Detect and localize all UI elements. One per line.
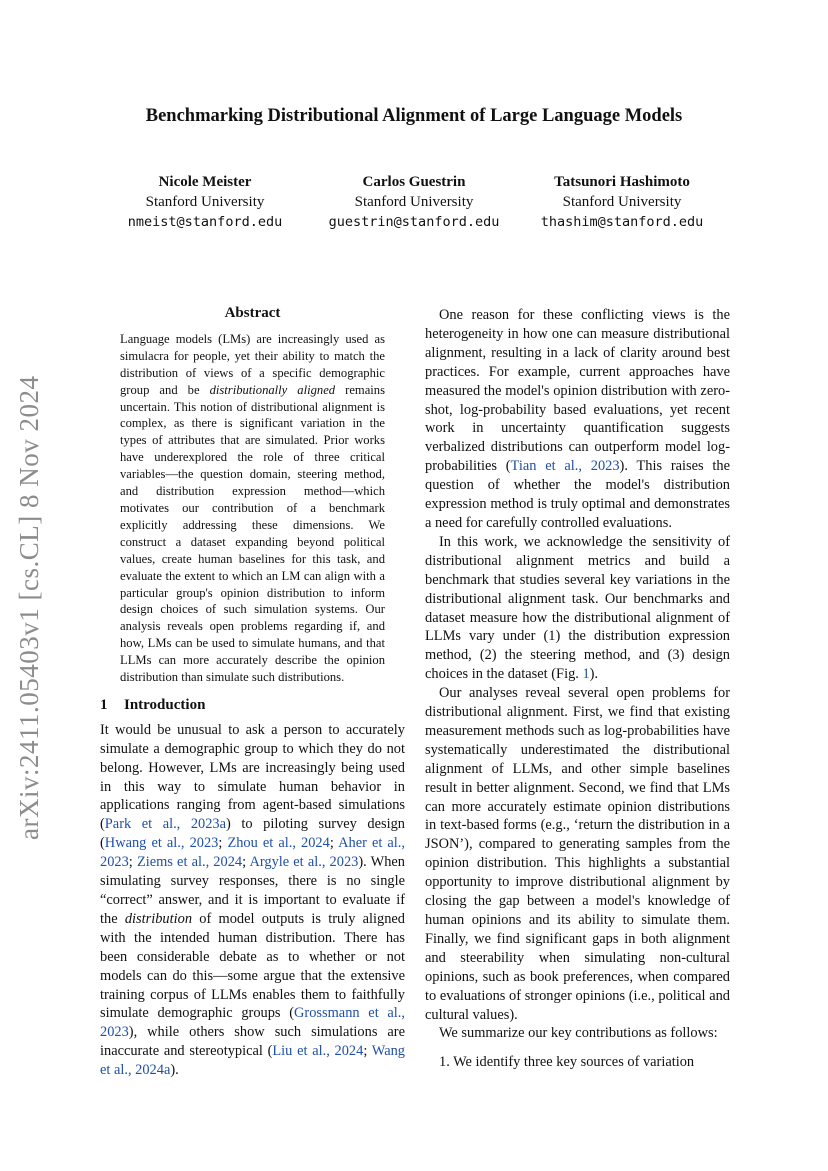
intro-paragraph-1: It would be unusual to ask a person to accurately simulate a demographic group to which they do not belong. However, LMs are increasingly being used in this way to simulate human behavior in applications ranging from agent-based simulations (Park et al., 2023a) to piloting survey design (Hwang et al., 2023; Zhou et al., 2024; Aher et al., 2023; Ziems et al., 2024; Argyle et al., 2023). When simulating survey responses, there is no single “correct” answer, and it is important to evaluate if the distribution of model outputs is truly aligned with the intended human distribution. There has been considerable debate as to whether or not models can do this—some argue that the extensive training corpus of LLMs enables them to faithfully simulate demographic groups (Grossmann et al., 2023), while others show such simulations are inaccurate and stereotypical (Liu et al., 2024; Wang et al., 2024a). — [100, 721, 406, 1079]
right-column — [425, 306, 730, 1072]
abstract-body: Language models (LMs) are increasingly used as simulacra for people, yet their ability to match the distribution of views of a specific demographic group and be distributionally aligned remains uncertain. This notion of distributional alignment is complex, as there is significant variation in the types of attributes that are simulated. Prior works have underexplored the role of three critical variables—the question domain, steering method, and distribution expression method—which motivates our contribution of a benchmark explicitly addressing these dimensions. We construct a dataset expanding beyond political values, create human baselines for this task, and evaluate the extent to which an LM can align with a particular group's opinion distribution to inform design choices of such simulation systems. Our analysis reveals open problems regarding if, and how, LMs can be used to simulate humans, and that LLMs can more accurately describe the opinion distribution than simulate such distributions. — [120, 331, 386, 685]
author-name: Nicole Meister — [158, 174, 252, 190]
figure-reference-link[interactable]: 1 — [582, 666, 590, 683]
abstract-heading: Abstract — [224, 305, 281, 321]
arxiv-identifier-stamp — [14, 370, 50, 840]
author-email: thashim@stanford.edu — [540, 214, 704, 230]
author-2 — [299, 172, 529, 232]
author-block — [0, 172, 828, 242]
contribution-list-item-1: 1. We identify three key sources of variation — [439, 1054, 695, 1071]
citation-link[interactable]: Zhou et al., 2024 — [227, 835, 330, 852]
author-affiliation: Stanford University — [562, 194, 682, 210]
citation-link[interactable]: Liu et al., 2024 — [272, 1043, 364, 1060]
author-email: guestrin@stanford.edu — [328, 214, 500, 230]
citation-link[interactable]: Wang et al., 2024a — [100, 1043, 405, 1079]
author-affiliation: Stanford University — [145, 194, 265, 210]
arxiv-identifier-text: arXiv:2411.05403v1 [cs.CL] 8 Nov 2024 — [14, 375, 44, 840]
right-paragraph-1: One reason for these conflicting views is the heterogeneity in how one can measure distributional alignment, resulting in a lack of clarity around best practices. For example, current approaches have measured the model's opinion distribution with zero-shot, log-probability based evaluations, yet recent work in uncertainty quantification suggests verbalized distributions can outperform model log-probabilities (Tian et al., 2023). This raises the question of whether the model's distribution expression method is truly optimal and demonstrates a need for carefully controlled evaluations. — [425, 307, 730, 531]
author-name: Tatsunori Hashimoto — [554, 174, 690, 190]
right-paragraph-2: In this work, we acknowledge the sensitivity of distributional alignment metrics and build a benchmark that studies several key variations in the distributional alignment task. Our benchmarks and dataset measure how the distributional alignment of LLMs vary under (1) the distribution expression method, (2) the steering method, and (3) design choices in the dataset (Fig. 1). — [425, 533, 730, 683]
author-email: nmeist@stanford.edu — [127, 214, 283, 230]
right-paragraph-4: We summarize our key contributions as follows: — [439, 1025, 718, 1042]
author-name: Carlos Guestrin — [362, 174, 466, 190]
citation-link[interactable]: Park et al., 2023a — [104, 816, 227, 833]
right-paragraph-3: Our analyses reveal several open problems for distributional alignment. First, we find that existing measurement methods such as log-probabilities have systematically underestimated the distributional alignment of LLMs, and other simple baselines result in better alignment. Second, we find that LMs can more accurately estimate opinion distributions in text-based forms (e.g., ‘return the distribution in a JSON’), compared to generating samples from the opinion distribution. This highlights a substantial opportunity to improve distributional alignment by closing the gap between a model's knowledge of human opinions and its ability to simulate them. Finally, we find significant gaps in both alignment and steerability when simulating non-cultural opinions, such as book preferences, when compared to evaluations of stronger opinions (i.e., political and cultural values). — [425, 685, 730, 1023]
citation-link[interactable]: Aher et al., 2023 — [100, 835, 406, 871]
citation-link[interactable]: Ziems et al., 2024 — [136, 854, 243, 871]
citation-link[interactable]: Argyle et al., 2023 — [249, 854, 359, 871]
author-3 — [507, 172, 737, 232]
author-affiliation: Stanford University — [354, 194, 474, 210]
citation-link[interactable]: Grossmann et al., 2023 — [100, 1005, 406, 1041]
citation-link[interactable]: Tian et al., 2023 — [510, 458, 620, 475]
left-column — [100, 304, 405, 1080]
author-1 — [90, 172, 320, 232]
citation-link[interactable]: Hwang et al., 2023 — [104, 835, 219, 852]
section-heading-introduction: 1 Introduction — [100, 696, 206, 713]
paper-title: Benchmarking Distributional Alignment of Large Language Models — [145, 106, 683, 126]
